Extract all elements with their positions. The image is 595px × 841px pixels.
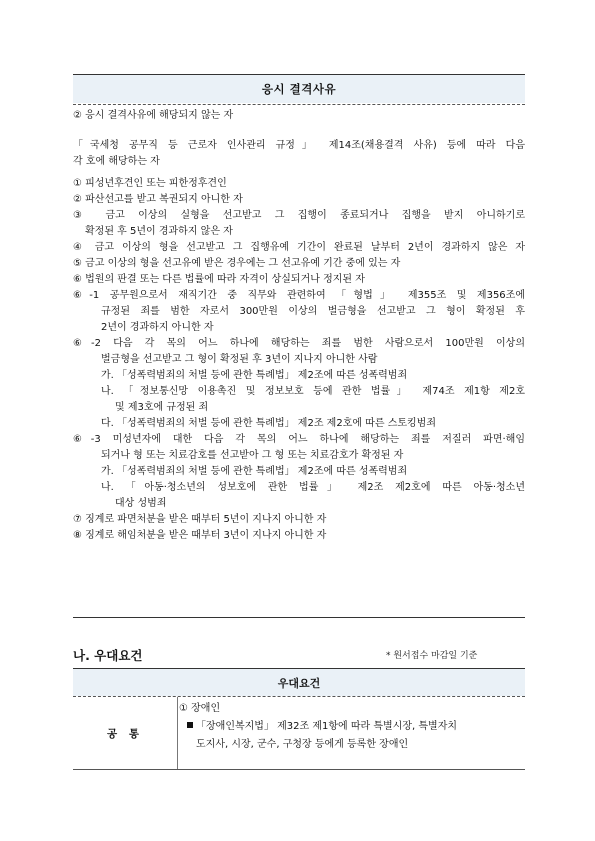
- section-note: * 원서접수 마감일 기준: [386, 651, 478, 661]
- sub-item-continued: 및 제3호에 규정된 죄: [115, 402, 209, 413]
- table1-bottom-border: [73, 617, 525, 618]
- list-item-continued: 벌금형을 선고받고 그 형이 확정된 후 3년이 지나지 아니한 사람: [101, 354, 378, 365]
- list-item-continued: 규정된 죄를 범한 자로서 300만원 이상의 벌금형을 선고받고 그 형이 확정된 후: [101, 306, 525, 317]
- list-item: ① 피성년후견인 또는 피한정후견인: [73, 178, 227, 189]
- list-item: ⑥ 법원의 판결 또는 다른 법률에 따라 자격이 상실되거나 정지된 자: [73, 274, 365, 285]
- table1-header-divider: [73, 104, 525, 105]
- preference-item-text-1: 「장애인복지법」 제32조 제1항에 따라 특별시장, 특별자치: [196, 721, 458, 732]
- square-bullet-icon: [187, 722, 193, 728]
- basis-line-2: 각 호에 해당하는 자: [73, 156, 160, 167]
- table2-row-content: [177, 700, 525, 754]
- basis-line-1: 「국세청 공무직 등 근로자 인사관리 규정」 제14조(채용결격 사유) 등에 따라 다음: [73, 140, 525, 151]
- list-item-continued: 되거나 형 또는 치료감호를 선고받아 그 형 또는 치료감호가 확정된 자: [101, 450, 404, 461]
- list-item: ⑥-3 미성년자에 대한 다음 각 목의 어느 하나에 해당하는 죄를 저질러 파면·해임: [73, 434, 525, 445]
- list-item-continued: 2년이 경과하지 아니한 자: [101, 322, 214, 333]
- sub-item: 나. 「정보통신망 이용촉진 및 정보보호 등에 관한 법률」 제74조 제1항 제2호: [101, 386, 525, 397]
- intro-item: ② 응시 결격사유에 해당되지 않는 자: [73, 110, 234, 121]
- sub-item: 가. 「성폭력범죄의 처벌 등에 관한 특례법」 제2조에 따른 성폭력범죄: [101, 370, 408, 381]
- table2-header-label: 우대요건: [277, 676, 321, 690]
- list-item: ④ 금고 이상의 형을 선고받고 그 집행유예 기간이 완료된 날부터 2년이 경과하지 않은 자: [73, 242, 525, 253]
- list-item: ③ 금고 이상의 실형을 선고받고 그 집행이 종료되거나 집행을 받지 아니하기로: [73, 210, 525, 221]
- table1-body: [73, 108, 525, 544]
- table2-bottom-border: [73, 769, 525, 770]
- sub-item: 가. 「성폭력범죄의 처벌 등에 관한 특례법」 제2조에 따른 성폭력범죄: [101, 466, 408, 477]
- sub-item: 나. 「아동·청소년의 성보호에 관한 법률」 제2조 제2호에 따른 아동·청소년: [101, 482, 525, 493]
- list-item: ⑤ 금고 이상의 형을 선고유예 받은 경우에는 그 선고유예 기간 중에 있는 자: [73, 258, 401, 269]
- list-item: ⑥-1 공무원으로서 재직기간 중 직무와 관련하여 「형법」 제355조 및 제356조에: [73, 290, 525, 301]
- sub-item: 다. 「성폭력범죄의 처벌 등에 관한 특례법」 제2조 제2호에 따른 스토킹범죄: [101, 418, 436, 429]
- list-item: ⑥-2 다음 각 목의 어느 하나에 해당하는 죄를 범한 사람으로서 100만원 이상의: [73, 338, 525, 349]
- preference-item-line: [177, 718, 525, 736]
- list-item: ⑦ 징계로 파면처분을 받은 때부터 5년이 지나지 아니한 자: [73, 514, 327, 525]
- list-item: ② 파산선고를 받고 복권되지 아니한 자: [73, 194, 243, 205]
- section-title: 나. 우대요건: [73, 648, 143, 663]
- table2-row-label: 공 통: [107, 727, 143, 740]
- list-item-continued: 확정된 후 5년이 경과하지 않은 자: [85, 226, 233, 237]
- preference-item-text-2: 도지사, 시장, 군수, 구청장 등에게 등록한 장애인: [196, 739, 409, 750]
- sub-item-continued: 대상 성범죄: [115, 498, 167, 509]
- preference-item-title: ① 장애인: [179, 703, 221, 714]
- table1-title: 응시 결격사유: [261, 82, 337, 96]
- list-item: ⑧ 징계로 해임처분을 받은 때부터 3년이 지나지 아니한 자: [73, 530, 327, 541]
- table2-header: [73, 669, 525, 696]
- table1-header: [73, 75, 525, 103]
